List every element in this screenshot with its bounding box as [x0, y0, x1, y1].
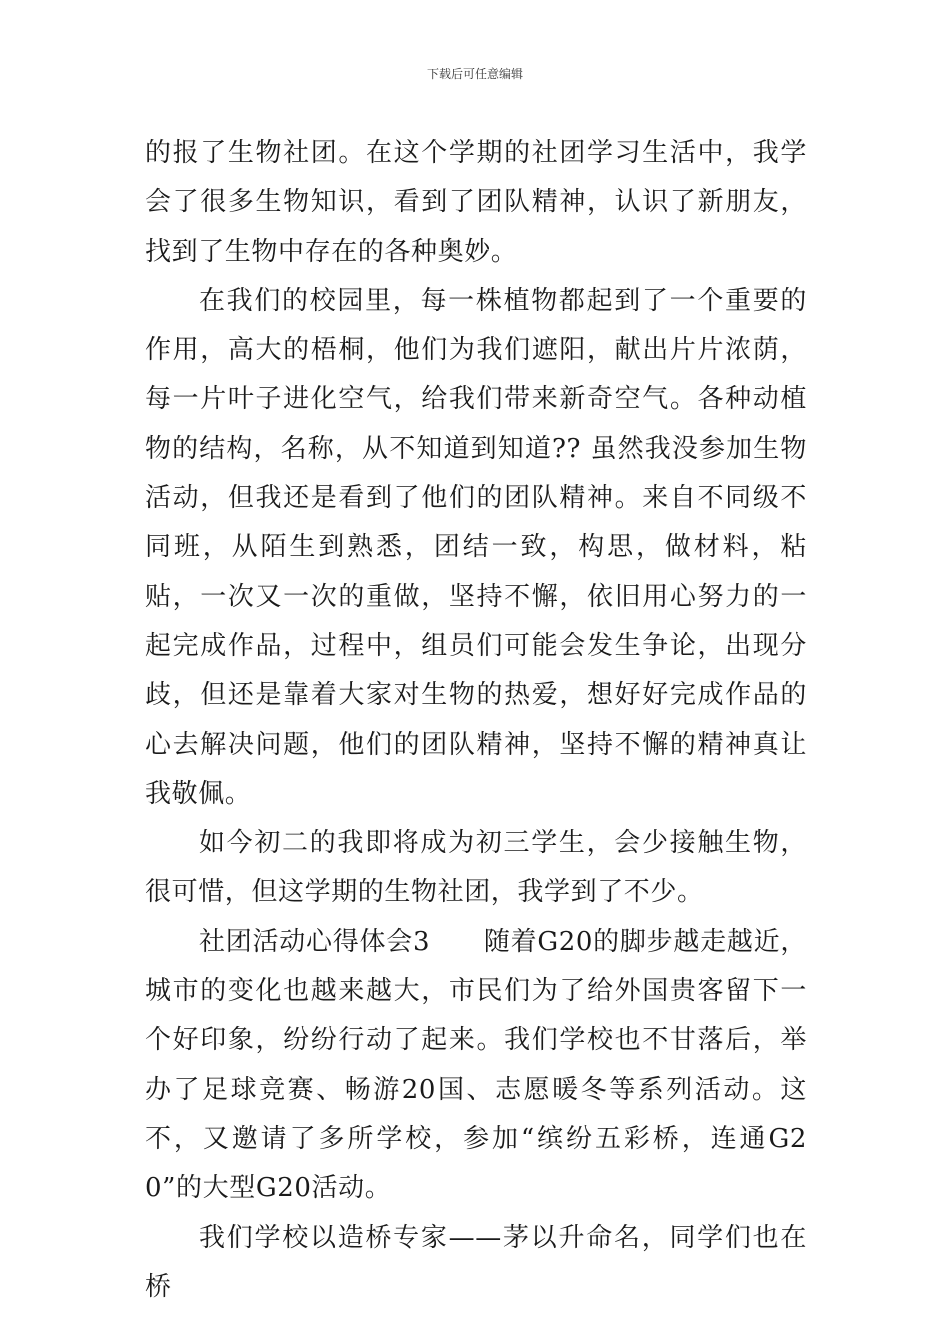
paragraph-club-reflection-3: 社团活动心得体会3 随着G20的脚步越走越近，城市的变化也越来越大，市民们为了给外国贵客留下一个好印象，纷纷行动了起来。我们学校也不甘落后，举办了足球竞赛、畅游20国、志愿暖冬等系列活动。这不，又邀请了多所学校，参加“缤纷五彩桥，连通G20”的大型G20活动。 [145, 926, 807, 1204]
paragraph-campus-plants: 在我们的校园里，每一株植物都起到了一个重要的作用，高大的梧桐，他们为我们遮阳，献出片片浓荫，每一片叶子进化空气，给我们带来新奇空气。各种动植物的结构，名称，从不知道到知道?? 虽然我没参加生物活动，但我还是看到了他们的团队精神。来自不同级不同班，从陌生到熟悉，团结一致，构思，做材料，粘贴，一次又一次的重做，坚持不懈，依旧用心努力的一起完成作品，过程中，组员们可能会发生争论，出现分歧，但还是靠着大家对生物的热爱，想好好完成作品的心去解决问题，他们的团队精神，坚持不懈的精神真让我敬佩。 [145, 285, 807, 809]
header-note: 下载后可任意编辑 [426, 67, 523, 81]
document-body [145, 129, 807, 1312]
paragraph-grade-two: 如今初二的我即将成为初三学生，会少接触生物，很可惜，但这学期的生物社团，我学到了不少。 [145, 828, 807, 908]
paragraph-continuation: 的报了生物社团。在这个学期的社团学习生活中，我学会了很多生物知识，看到了团队精神，认识了新朋友，找到了生物中存在的各种奥妙。 [145, 138, 807, 267]
paragraph-school-bridge: 我们学校以造桥专家——茅以升命名，同学们也在桥 [145, 1222, 807, 1302]
